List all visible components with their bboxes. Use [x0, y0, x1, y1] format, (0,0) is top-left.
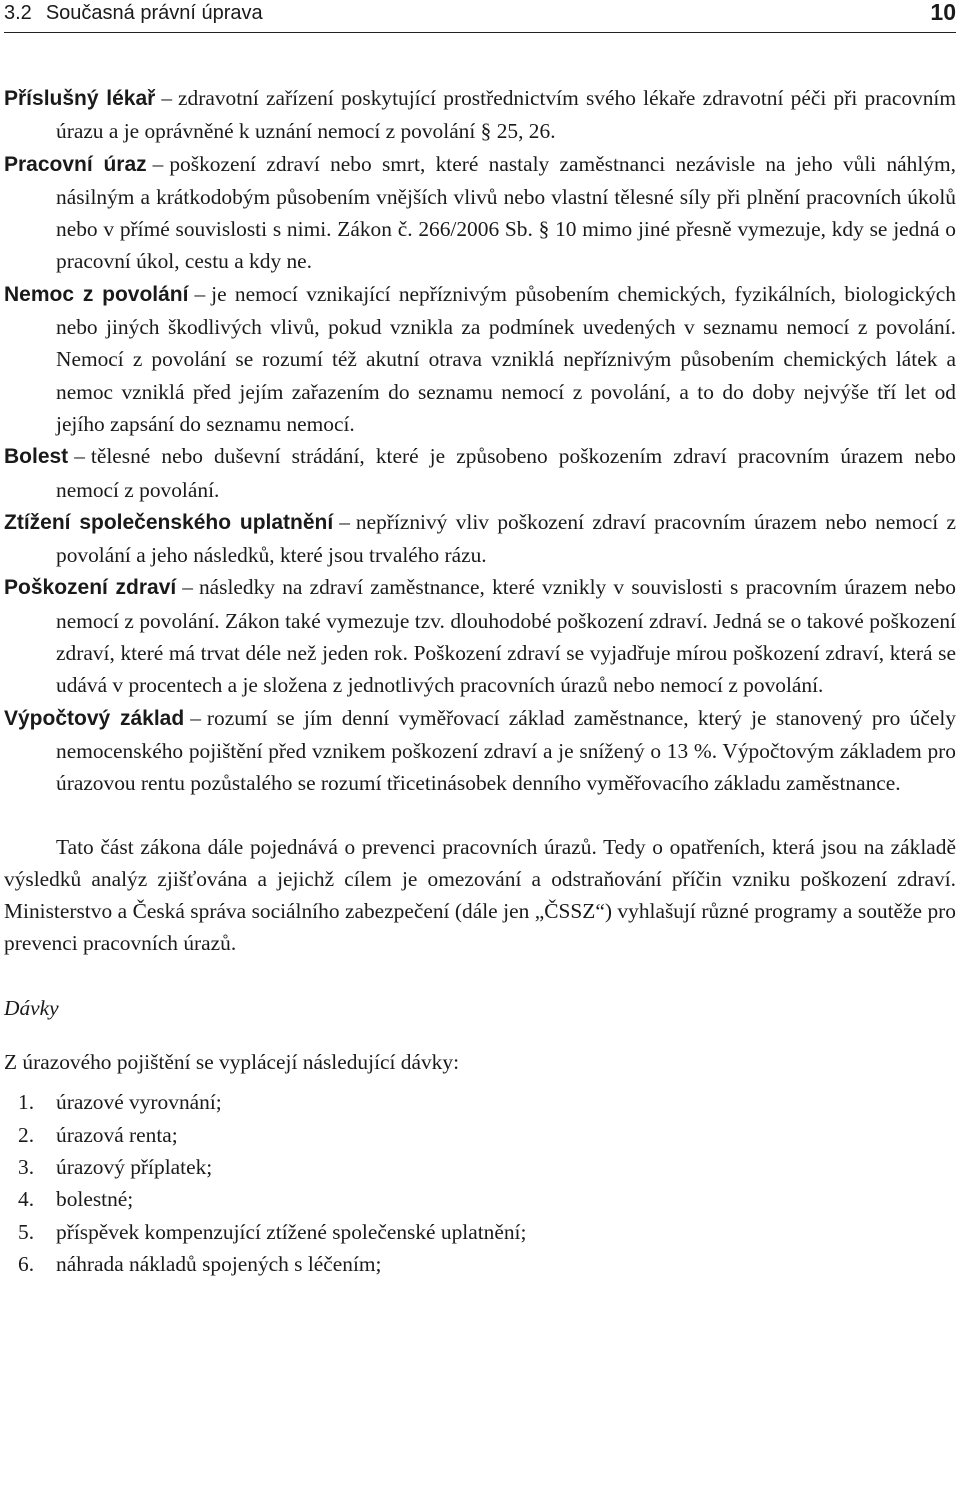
subheading: Dávky	[4, 995, 59, 1020]
definition-term: Ztížení společenského uplatnění	[4, 510, 334, 534]
definition-list	[4, 82, 956, 800]
list-item-text: úrazová renta;	[56, 1122, 178, 1147]
list-number: 5.	[18, 1219, 35, 1244]
definition-text: následky na zdraví zaměstnance, které vznikly v souvislosti s pracovním úrazem nebo nemocí z povolání. Zákon také vymezuje tzv. dlouhodobé poškození zdraví. Jedná se o takové poškození zdraví, které má trvat déle než jeden rok. Poškození zdraví se vyjadřuje mírou poškození zdraví, která se udává v procentech a je složena z jednotlivých pracovních úrazů nebo nemocí z povolání.	[56, 575, 957, 698]
list-item	[4, 1248, 956, 1280]
list-item-text: úrazový příplatek;	[56, 1154, 213, 1179]
page-body	[4, 82, 956, 1280]
definition-item: Pracovní úraz – poškození zdraví nebo smrt, které nastaly zaměstnanci nezávisle na jeho vůli náhlým, násilným a krátkodobým působením vnějších vlivů nebo vlastní tělesné síly při plnění pracovních úkolů nebo v přímé souvislosti s nimi. Zákon č. 266/2006 Sb. § 10 mimo jiné přesně vymezuje, kdy se jedná o pracovní úkol, cestu a kdy ne.	[4, 151, 956, 274]
running-header	[4, 0, 956, 33]
section-heading	[4, 2, 263, 25]
definition-text: nepříznivý vliv poškození zdraví pracovním úrazem nebo nemocí z povolání a jeho následků, které jsou trvalého rázu.	[56, 509, 956, 568]
benefits-intro: Z úrazového pojištění se vyplácejí následující dávky:	[4, 1050, 460, 1075]
list-item	[4, 1183, 956, 1215]
definition-text: je nemocí vznikající nepříznivým působením chemických, fyzikálních, biologických nebo jiných škodlivých vlivů, pokud vznikla za podmínek uvedených v seznamu nemocí z povolání. Nemocí z povolání se rozumí též akutní otrava vzniklá nepříznivým působením chemických látek a nemoc vzniklá před jejím zařazením do seznamu nemocí z povolání, a to do doby nejvýše tří let od jejího zapsání do seznamu nemocí.	[56, 281, 957, 436]
list-number: 3.	[18, 1154, 35, 1179]
section-title: Současná právní úprava	[45, 2, 263, 24]
list-item-text: náhrada nákladů spojených s léčením;	[56, 1251, 382, 1276]
definition-text: poškození zdraví nebo smrt, které nastaly zaměstnanci nezávisle na jeho vůli náhlým, násilným a krátkodobým působením vnějších vlivů nebo vlastní tělesné síly při plnění pracovních úkolů nebo v přímé souvislosti s nimi. Zákon č. 266/2006 Sb. § 10 mimo jiné přesně vymezuje, kdy se jedná o pracovní úkol, cestu a kdy ne.	[56, 151, 956, 274]
definition-term: Pracovní úraz	[4, 152, 147, 176]
list-item-text: bolestné;	[56, 1187, 134, 1212]
list-item-text: úrazové vyrovnání;	[56, 1090, 222, 1115]
list-number: 1.	[18, 1090, 35, 1115]
body-paragraph: Tato část zákona dále pojednává o prevenci pracovních úrazů. Tedy o opatřeních, která jsou na základě výsledků analýz zjišťována a jejichž cílem je omezování a odstraňování příčin vzniku poškození zdraví. Ministerstvo a Česká správa sociálního zabezpečení (dále jen „ČSSZ“) vyhlašují různé programy a soutěže pro prevenci pracovních úrazů.	[4, 834, 956, 956]
definition-term: Nemoc z povolání	[4, 282, 189, 306]
definition-item: Ztížení společenského uplatnění – nepříznivý vliv poškození zdraví pracovním úrazem nebo nemocí z povolání a jeho následků, které jsou trvalého rázu.	[4, 509, 956, 568]
list-item	[4, 1216, 956, 1248]
definition-term: Bolest	[4, 445, 69, 469]
list-item-text: příspěvek kompenzující ztížené společenské uplatnění;	[56, 1219, 527, 1244]
definition-term: Výpočtový základ	[4, 706, 185, 730]
definition-item: Bolest – tělesné nebo duševní strádání, které je způsobeno poškozením zdraví pracovním úrazem nebo nemocí z povolání.	[4, 444, 956, 502]
definition-text: rozumí se jím denní vyměřovací základ zaměstnance, který je stanovený pro účely nemocenského pojištění před vznikem poškození zdraví a je snížený o 13 %. Výpočtovým základem pro úrazovou rentu pozůstalého se rozumí třicetinásobek denního vyměřovacího základu zaměstnance.	[56, 705, 956, 796]
definition-item: Příslušný lékař – zdravotní zařízení poskytující prostřednictvím svého lékaře zdravotní péči při pracovním úrazu a je oprávněné k uznání nemocí z povolání § 25, 26.	[4, 86, 956, 144]
definition-item: Výpočtový základ – rozumí se jím denní vyměřovací základ zaměstnance, který je stanovený pro účely nemocenského pojištění před vznikem poškození zdraví a je snížený o 13 %. Výpočtovým základem pro úrazovou rentu pozůstalého se rozumí třicetinásobek denního vyměřovacího základu zaměstnance.	[4, 705, 956, 796]
definition-term: Příslušný lékař	[4, 87, 156, 110]
definition-item: Poškození zdraví – následky na zdraví zaměstnance, které vznikly v souvislosti s pracovním úrazem nebo nemocí z povolání. Zákon také vymezuje tzv. dlouhodobé poškození zdraví. Jedná se o takové poškození zdraví, které má trvat déle než jeden rok. Poškození zdraví se vyjadřuje mírou poškození zdraví, která se udává v procentech a je složena z jednotlivých pracovních úrazů nebo nemocí z povolání.	[4, 575, 957, 698]
list-number: 6.	[18, 1251, 35, 1276]
list-number: 2.	[18, 1122, 35, 1147]
definition-text: zdravotní zařízení poskytující prostřednictvím svého lékaře zdravotní péči při pracovním úrazu a je oprávněné k uznání nemocí z povolání § 25, 26.	[56, 86, 956, 144]
definition-text: tělesné nebo duševní strádání, které je způsobeno poškozením zdraví pracovním úrazem nebo nemocí z povolání.	[56, 444, 956, 502]
definition-item: Nemoc z povolání – je nemocí vznikající nepříznivým působením chemických, fyzikálních, biologických nebo jiných škodlivých vlivů, pokud vznikla za podmínek uvedených v seznamu nemocí z povolání. Nemocí z povolání se rozumí též akutní otrava vzniklá nepříznivým působením chemických látek a nemoc vzniklá před jejím zařazením do seznamu nemocí z povolání, a to do doby nejvýše tří let od jejího zapsání do seznamu nemocí.	[4, 281, 957, 436]
list-number: 4.	[18, 1187, 35, 1212]
definition-term: Poškození zdraví	[4, 576, 177, 600]
list-item	[4, 1119, 956, 1151]
list-item	[4, 1151, 956, 1183]
benefits-list	[4, 1086, 956, 1280]
section-number: 3.2	[4, 2, 32, 24]
list-item	[4, 1086, 956, 1118]
page-number: 10	[930, 0, 956, 25]
